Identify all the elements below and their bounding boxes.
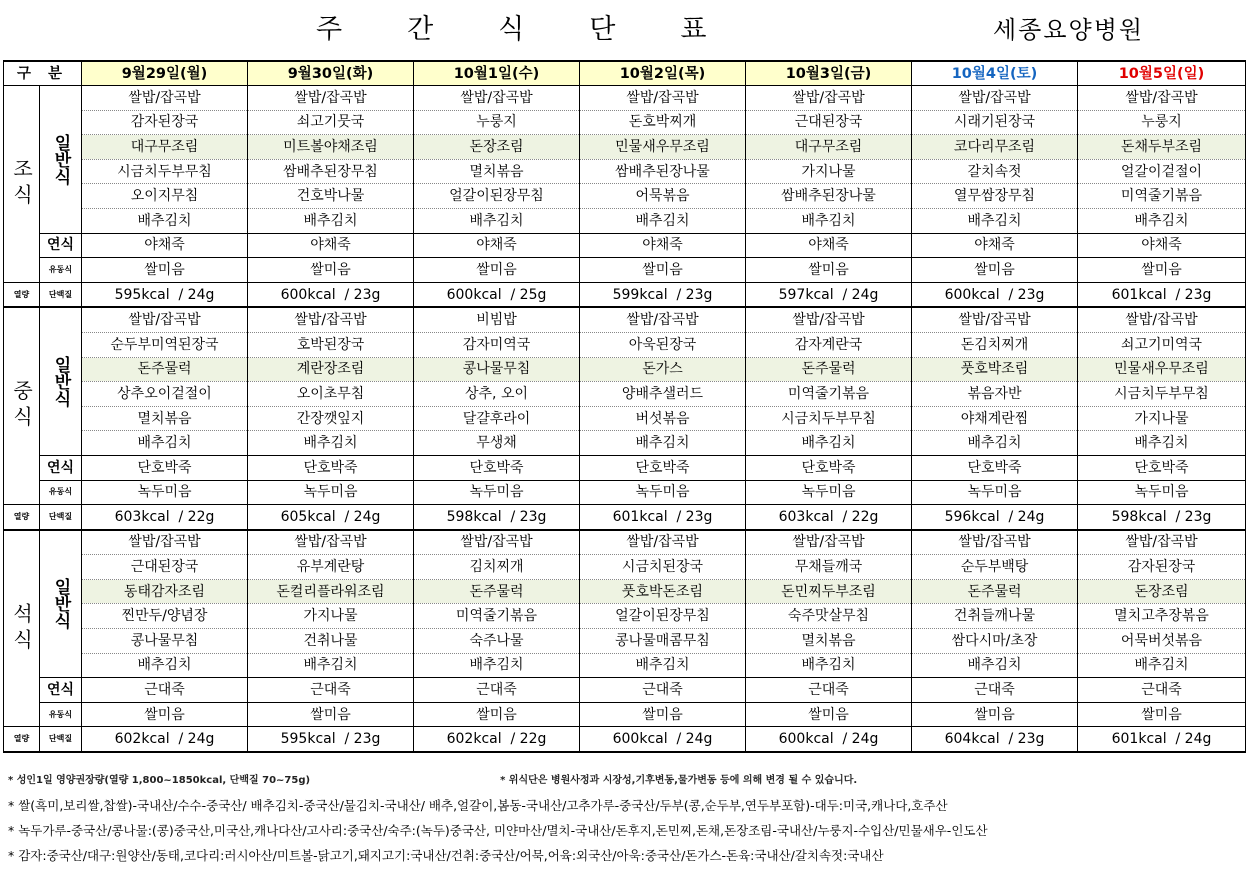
meal-label: 조식 <box>4 86 40 283</box>
soft-diet-item: 야채죽 <box>414 233 580 258</box>
menu-item: 양배추샐러드 <box>580 382 746 407</box>
menu-item: 배추김치 <box>912 653 1078 678</box>
menu-item: 배추김치 <box>248 208 414 233</box>
soft-diet-label: 연식 <box>40 678 82 703</box>
menu-item: 가지나물 <box>1078 406 1246 431</box>
menu-item: 멸치볶음 <box>746 629 912 654</box>
menu-item: 쌀밥/잡곡밥 <box>580 86 746 111</box>
menu-item: 멸치볶음 <box>82 406 248 431</box>
menu-item: 어묵볶음 <box>580 184 746 209</box>
menu-item: 유부계란탕 <box>248 555 414 580</box>
menu-item: 미트볼야채조림 <box>248 135 414 160</box>
origin-note: * 감자:중국산/대구:원양산/동태,코다리:러시아산/미트볼-닭고기,돼지고기:국내산/건취:중국산/어묵,어육:외국산/아욱:중국산/돈가스-돈육:국내산/갈치속젓:국내산 <box>8 848 884 863</box>
soft-diet-item: 근대죽 <box>414 678 580 703</box>
general-dish-row <box>4 307 1246 332</box>
menu-item: 배추김치 <box>414 653 580 678</box>
general-dish-row <box>4 357 1246 382</box>
gubun-header: 구 분 <box>4 61 82 86</box>
menu-item: 배추김치 <box>1078 653 1246 678</box>
menu-item: 버섯볶음 <box>580 406 746 431</box>
menu-item: 시래기된장국 <box>912 110 1078 135</box>
menu-item: 가지나물 <box>248 604 414 629</box>
menu-item: 쌀밥/잡곡밥 <box>82 530 248 555</box>
menu-item: 시금치두부무침 <box>746 406 912 431</box>
soft-diet-item: 단호박죽 <box>912 455 1078 480</box>
menu-item: 배추김치 <box>912 208 1078 233</box>
menu-item: 찐만두/양념장 <box>82 604 248 629</box>
liquid-diet-label: 유동식 <box>40 480 82 505</box>
soft-diet-item: 단호박죽 <box>580 455 746 480</box>
general-diet-label: 일반식 <box>40 307 82 455</box>
soft-diet-item: 야채죽 <box>1078 233 1246 258</box>
liquid-diet-item: 쌀미음 <box>580 258 746 283</box>
menu-item: 쌀밥/잡곡밥 <box>912 307 1078 332</box>
calorie-label: 열량 <box>4 505 40 530</box>
menu-item: 순두부백탕 <box>912 555 1078 580</box>
menu-item: 건호박나물 <box>248 184 414 209</box>
soft-diet-item: 야채죽 <box>580 233 746 258</box>
calorie-protein-value: 600kcal / 24g <box>746 727 912 752</box>
day-header: 9월29일(월) <box>82 61 248 86</box>
calorie-protein-value: 603kcal / 22g <box>746 505 912 530</box>
weekly-menu-table <box>3 60 1246 753</box>
calorie-protein-value: 597kcal / 24g <box>746 282 912 307</box>
nutrition-standard-note: * 성인1일 영양권장량(열량 1,800~1850kcal, 단백질 70~75g) <box>8 775 311 786</box>
soft-diet-item: 근대죽 <box>1078 678 1246 703</box>
calorie-protein-value: 604kcal / 23g <box>912 727 1078 752</box>
protein-label: 단백질 <box>40 727 82 752</box>
menu-item: 시금치두부무침 <box>82 159 248 184</box>
nutrition-row <box>4 505 1246 530</box>
calorie-protein-value: 600kcal / 25g <box>414 282 580 307</box>
menu-item: 쌀밥/잡곡밥 <box>1078 86 1246 111</box>
menu-item: 배추김치 <box>82 208 248 233</box>
soft-diet-item: 단호박죽 <box>1078 455 1246 480</box>
menu-item: 배추김치 <box>248 431 414 456</box>
menu-item: 가지나물 <box>746 159 912 184</box>
liquid-diet-item: 쌀미음 <box>746 702 912 727</box>
header-row <box>4 61 1246 86</box>
menu-item: 배추김치 <box>580 431 746 456</box>
soft-diet-item: 야채죽 <box>82 233 248 258</box>
menu-item: 쇠고기뭇국 <box>248 110 414 135</box>
menu-item: 근대된장국 <box>82 555 248 580</box>
menu-item: 배추김치 <box>1078 208 1246 233</box>
general-dish-row <box>4 604 1246 629</box>
calorie-label: 열량 <box>4 282 40 307</box>
menu-item: 갈치속젓 <box>912 159 1078 184</box>
soft-diet-label: 연식 <box>40 233 82 258</box>
general-dish-row <box>4 382 1246 407</box>
menu-item: 배추김치 <box>414 208 580 233</box>
liquid-diet-item: 녹두미음 <box>248 480 414 505</box>
liquid-diet-item: 녹두미음 <box>82 480 248 505</box>
calorie-protein-value: 598kcal / 23g <box>414 505 580 530</box>
menu-item: 쇠고기미역국 <box>1078 332 1246 357</box>
notes-section <box>8 768 1244 868</box>
menu-item: 김치찌개 <box>414 555 580 580</box>
liquid-diet-item: 쌀미음 <box>82 702 248 727</box>
general-dish-row <box>4 629 1246 654</box>
general-dish-row <box>4 332 1246 357</box>
menu-item: 쌈배추된장나물 <box>746 184 912 209</box>
menu-item: 배추김치 <box>746 431 912 456</box>
liquid-diet-item: 쌀미음 <box>82 258 248 283</box>
menu-item: 비빔밥 <box>414 307 580 332</box>
menu-item: 배추김치 <box>82 653 248 678</box>
general-dish-row <box>4 208 1246 233</box>
liquid-diet-row <box>4 480 1246 505</box>
soft-diet-item: 근대죽 <box>248 678 414 703</box>
menu-item: 동태감자조림 <box>82 579 248 604</box>
menu-item: 배추김치 <box>1078 431 1246 456</box>
menu-item: 쌈배추된장무침 <box>248 159 414 184</box>
menu-item: 순두부미역된장국 <box>82 332 248 357</box>
soft-diet-label: 연식 <box>40 455 82 480</box>
menu-item: 민물새우무조림 <box>1078 357 1246 382</box>
menu-item: 돈컬리플라워조림 <box>248 579 414 604</box>
general-dish-row <box>4 110 1246 135</box>
soft-diet-item: 단호박죽 <box>746 455 912 480</box>
liquid-diet-item: 쌀미음 <box>1078 258 1246 283</box>
menu-item: 숙주맛살무침 <box>746 604 912 629</box>
menu-item: 열무쌈장무침 <box>912 184 1078 209</box>
menu-item: 돈주물럭 <box>82 357 248 382</box>
menu-item: 쌀밥/잡곡밥 <box>746 530 912 555</box>
menu-item: 쌀밥/잡곡밥 <box>414 530 580 555</box>
day-header: 9월30일(화) <box>248 61 414 86</box>
menu-item: 쌀밥/잡곡밥 <box>248 86 414 111</box>
menu-item: 배추김치 <box>746 653 912 678</box>
menu-item: 근대된장국 <box>746 110 912 135</box>
menu-item: 쌀밥/잡곡밥 <box>912 530 1078 555</box>
menu-item: 누룽지 <box>414 110 580 135</box>
menu-item: 풋호박돈조림 <box>580 579 746 604</box>
soft-diet-item: 근대죽 <box>746 678 912 703</box>
menu-item: 돈주물럭 <box>746 357 912 382</box>
liquid-diet-label: 유동식 <box>40 258 82 283</box>
calorie-protein-value: 600kcal / 23g <box>248 282 414 307</box>
menu-item: 얼갈이겉절이 <box>1078 159 1246 184</box>
page-title: 주간식단표 <box>316 14 772 45</box>
meal-label: 중식 <box>4 307 40 504</box>
menu-item: 쌀밥/잡곡밥 <box>248 307 414 332</box>
menu-item: 미역줄기볶음 <box>1078 184 1246 209</box>
menu-item: 멸치볶음 <box>414 159 580 184</box>
menu-item: 돈채두부조림 <box>1078 135 1246 160</box>
day-header-saturday: 10월4일(토) <box>912 61 1078 86</box>
menu-item: 오이지무침 <box>82 184 248 209</box>
calorie-protein-value: 599kcal / 23g <box>580 282 746 307</box>
calorie-label: 열량 <box>4 727 40 752</box>
general-dish-row <box>4 530 1246 555</box>
calorie-protein-value: 603kcal / 22g <box>82 505 248 530</box>
calorie-protein-value: 600kcal / 24g <box>580 727 746 752</box>
menu-item: 배추김치 <box>248 653 414 678</box>
liquid-diet-item: 녹두미음 <box>414 480 580 505</box>
calorie-protein-value: 600kcal / 23g <box>912 282 1078 307</box>
liquid-diet-item: 쌀미음 <box>912 702 1078 727</box>
menu-item: 쌀밥/잡곡밥 <box>580 530 746 555</box>
liquid-diet-item: 쌀미음 <box>414 702 580 727</box>
menu-item: 숙주나물 <box>414 629 580 654</box>
menu-item: 야채계란찜 <box>912 406 1078 431</box>
menu-item: 감자미역국 <box>414 332 580 357</box>
calorie-protein-value: 602kcal / 22g <box>414 727 580 752</box>
menu-item: 쌀밥/잡곡밥 <box>82 86 248 111</box>
menu-item: 쌀밥/잡곡밥 <box>82 307 248 332</box>
liquid-diet-item: 쌀미음 <box>248 702 414 727</box>
meal-label: 석식 <box>4 530 40 727</box>
liquid-diet-item: 녹두미음 <box>912 480 1078 505</box>
menu-item: 쌀밥/잡곡밥 <box>248 530 414 555</box>
general-dish-row <box>4 184 1246 209</box>
menu-item: 달걀후라이 <box>414 406 580 431</box>
menu-item: 시금치두부무침 <box>1078 382 1246 407</box>
general-dish-row <box>4 579 1246 604</box>
menu-item: 무생채 <box>414 431 580 456</box>
menu-item: 풋호박조림 <box>912 357 1078 382</box>
menu-item: 호박된장국 <box>248 332 414 357</box>
soft-diet-item: 근대죽 <box>82 678 248 703</box>
day-header: 10월1일(수) <box>414 61 580 86</box>
hospital-name: 세종요양병원 <box>993 16 1145 44</box>
note-row <box>8 768 1244 793</box>
menu-item: 돈민찌두부조림 <box>746 579 912 604</box>
menu-item: 돈가스 <box>580 357 746 382</box>
menu-item: 쌀밥/잡곡밥 <box>580 307 746 332</box>
menu-item: 상추오이겉절이 <box>82 382 248 407</box>
general-dish-row <box>4 555 1246 580</box>
menu-item: 민물새우무조림 <box>580 135 746 160</box>
menu-item: 감자된장국 <box>82 110 248 135</box>
soft-diet-row <box>4 455 1246 480</box>
calorie-protein-value: 601kcal / 24g <box>1078 727 1246 752</box>
soft-diet-row <box>4 233 1246 258</box>
menu-item: 아욱된장국 <box>580 332 746 357</box>
calorie-protein-value: 595kcal / 24g <box>82 282 248 307</box>
general-dish-row <box>4 406 1246 431</box>
general-diet-label: 일반식 <box>40 86 82 234</box>
liquid-diet-item: 쌀미음 <box>1078 702 1246 727</box>
menu-item: 쌀밥/잡곡밥 <box>1078 307 1246 332</box>
menu-item: 시금치된장국 <box>580 555 746 580</box>
liquid-diet-item: 쌀미음 <box>746 258 912 283</box>
calorie-protein-value: 601kcal / 23g <box>1078 282 1246 307</box>
menu-change-note: * 위식단은 병원사정과 시장성,기후변동,물가변동 등에 의해 변경 될 수 있습니다. <box>500 775 858 786</box>
menu-item: 쌈배추된장나물 <box>580 159 746 184</box>
liquid-diet-item: 쌀미음 <box>912 258 1078 283</box>
protein-label: 단백질 <box>40 505 82 530</box>
menu-item: 어묵버섯볶음 <box>1078 629 1246 654</box>
liquid-diet-item: 쌀미음 <box>414 258 580 283</box>
menu-item: 상추, 오이 <box>414 382 580 407</box>
general-dish-row <box>4 653 1246 678</box>
origin-note: * 쌀(흑미,보리쌀,찹쌀)-국내산/수수-중국산/ 배추김치-중국산/물김치-국내산/ 배추,얼갈이,봄동-국내산/고추가루-중국산/두부(콩,순두부,연두부포함)-대두:미국,캐나다,호주산 <box>8 798 948 813</box>
day-header-sunday: 10월5일(일) <box>1078 61 1246 86</box>
menu-item: 쌀밥/잡곡밥 <box>746 86 912 111</box>
menu-item: 돈호박찌개 <box>580 110 746 135</box>
protein-label: 단백질 <box>40 282 82 307</box>
general-dish-row <box>4 135 1246 160</box>
soft-diet-item: 근대죽 <box>580 678 746 703</box>
general-dish-row <box>4 86 1246 111</box>
liquid-diet-item: 쌀미음 <box>248 258 414 283</box>
liquid-diet-row <box>4 702 1246 727</box>
soft-diet-row <box>4 678 1246 703</box>
menu-item: 누룽지 <box>1078 110 1246 135</box>
soft-diet-item: 단호박죽 <box>82 455 248 480</box>
menu-item: 쌀밥/잡곡밥 <box>414 86 580 111</box>
menu-item: 쌀밥/잡곡밥 <box>746 307 912 332</box>
menu-item: 얼갈이된장무침 <box>414 184 580 209</box>
soft-diet-item: 단호박죽 <box>248 455 414 480</box>
general-dish-row <box>4 159 1246 184</box>
day-header: 10월3일(금) <box>746 61 912 86</box>
menu-item: 쌈다시마/초장 <box>912 629 1078 654</box>
liquid-diet-label: 유동식 <box>40 702 82 727</box>
liquid-diet-item: 녹두미음 <box>746 480 912 505</box>
menu-item: 배추김치 <box>580 653 746 678</box>
menu-item: 볶음자반 <box>912 382 1078 407</box>
calorie-protein-value: 596kcal / 24g <box>912 505 1078 530</box>
menu-item: 쌀밥/잡곡밥 <box>1078 530 1246 555</box>
menu-item: 배추김치 <box>746 208 912 233</box>
nutrition-row <box>4 727 1246 752</box>
menu-item: 콩나물매콤무침 <box>580 629 746 654</box>
soft-diet-item: 근대죽 <box>912 678 1078 703</box>
general-dish-row <box>4 431 1246 456</box>
liquid-diet-item: 쌀미음 <box>580 702 746 727</box>
calorie-protein-value: 602kcal / 24g <box>82 727 248 752</box>
origin-note: * 녹두가루-중국산/콩나물:(콩)중국산,미국산,캐나다산/고사리:중국산/숙주:(녹두)중국산, 미얀마산/멸치-국내산/돈후지,돈민찌,돈채,돈장조림-국내산/누룽지-수입산/민물새우-인도산 <box>8 823 988 838</box>
day-header: 10월2일(목) <box>580 61 746 86</box>
liquid-diet-item: 녹두미음 <box>1078 480 1246 505</box>
soft-diet-item: 야채죽 <box>746 233 912 258</box>
liquid-diet-row <box>4 258 1246 283</box>
soft-diet-item: 단호박죽 <box>414 455 580 480</box>
menu-item: 돈장조림 <box>414 135 580 160</box>
menu-item: 미역줄기볶음 <box>746 382 912 407</box>
calorie-protein-value: 595kcal / 23g <box>248 727 414 752</box>
menu-item: 쌀밥/잡곡밥 <box>912 86 1078 111</box>
menu-item: 코다리무조림 <box>912 135 1078 160</box>
menu-item: 건취들깨나물 <box>912 604 1078 629</box>
menu-item: 감자된장국 <box>1078 555 1246 580</box>
menu-item: 건취나물 <box>248 629 414 654</box>
menu-item: 돈김치찌개 <box>912 332 1078 357</box>
menu-item: 미역줄기볶음 <box>414 604 580 629</box>
soft-diet-item: 야채죽 <box>912 233 1078 258</box>
general-diet-label: 일반식 <box>40 530 82 678</box>
menu-item: 콩나물무침 <box>82 629 248 654</box>
menu-item: 오이초무침 <box>248 382 414 407</box>
menu-item: 멸치고추장볶음 <box>1078 604 1246 629</box>
menu-item: 돈주물럭 <box>912 579 1078 604</box>
calorie-protein-value: 598kcal / 23g <box>1078 505 1246 530</box>
liquid-diet-item: 녹두미음 <box>580 480 746 505</box>
menu-item: 간장깻잎지 <box>248 406 414 431</box>
menu-item: 돈주물럭 <box>414 579 580 604</box>
menu-item: 콩나물무침 <box>414 357 580 382</box>
menu-item: 감자계란국 <box>746 332 912 357</box>
menu-item: 대구무조림 <box>82 135 248 160</box>
menu-item: 돈장조림 <box>1078 579 1246 604</box>
menu-item: 대구무조림 <box>746 135 912 160</box>
calorie-protein-value: 605kcal / 24g <box>248 505 414 530</box>
menu-item: 계란장조림 <box>248 357 414 382</box>
soft-diet-item: 야채죽 <box>248 233 414 258</box>
nutrition-row <box>4 282 1246 307</box>
menu-item: 배추김치 <box>580 208 746 233</box>
menu-item: 얼갈이된장무침 <box>580 604 746 629</box>
menu-item: 무채들깨국 <box>746 555 912 580</box>
calorie-protein-value: 601kcal / 23g <box>580 505 746 530</box>
menu-item: 배추김치 <box>912 431 1078 456</box>
menu-item: 배추김치 <box>82 431 248 456</box>
